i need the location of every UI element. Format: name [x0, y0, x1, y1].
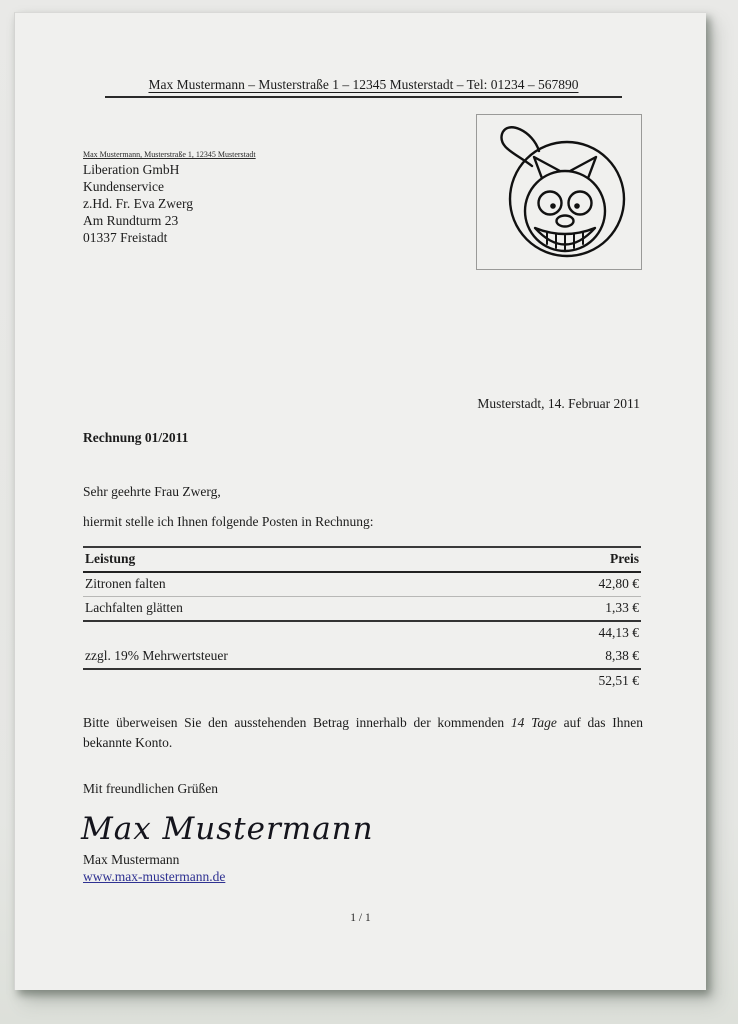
invoice-table-body	[83, 572, 641, 693]
invoice-row-price: 52,51 €	[598, 673, 639, 688]
intro-sentence: hiermit stelle ich Ihnen folgende Posten in Rechnung:	[83, 514, 374, 529]
payment-note-text-end: auf das Ihnen bekannte Konto.	[83, 715, 643, 750]
invoice-row-label: zzgl. 19% Mehrwertsteuer	[85, 648, 228, 663]
recipient-line-department: Kundenservice	[83, 179, 164, 194]
invoice-row	[83, 645, 641, 669]
subject-line: Rechnung 01/2011	[83, 430, 189, 445]
invoice-row-price: 1,33 €	[605, 600, 639, 615]
invoice-row	[83, 597, 641, 622]
cat-face-icon	[477, 115, 641, 269]
signature-printed-name: Max Mustermann	[83, 852, 180, 867]
recipient-line-city: 01337 Freistadt	[83, 230, 168, 245]
page-number: 1 / 1	[350, 912, 371, 924]
invoice-row-price: 42,80 €	[598, 576, 639, 591]
recipient-line-street: Am Rundturm 23	[83, 213, 179, 228]
salutation: Sehr geehrte Frau Zwerg,	[83, 484, 221, 499]
recipient-line-attention: z.Hd. Fr. Eva Zwerg	[83, 196, 193, 211]
invoice-row-label	[83, 621, 511, 645]
invoice-row-label: Lachfalten glätten	[85, 600, 183, 615]
payment-note-text: Bitte überweisen Sie den ausstehenden Betrag innerhalb der kommenden	[83, 715, 511, 730]
website-link[interactable]: www.max-mustermann.de	[83, 869, 226, 884]
recipient-line-company: Liberation GmbH	[83, 162, 180, 177]
invoice-header-row	[83, 547, 641, 572]
invoice-row-label: Zitronen falten	[85, 576, 166, 591]
recipient-address-block	[83, 161, 193, 246]
invoice-row	[83, 621, 641, 645]
date-line: Musterstadt, 14. Februar 2011	[477, 396, 640, 411]
invoice-row-price: 44,13 €	[598, 625, 639, 640]
column-header-leistung: Leistung	[85, 551, 136, 566]
letterhead-line: Max Mustermann – Musterstraße 1 – 12345 Musterstadt – Tel: 01234 – 567890	[105, 77, 622, 98]
invoice-table	[83, 546, 641, 693]
letter-page	[14, 12, 706, 990]
column-header-preis: Preis	[610, 551, 639, 566]
return-address-line: Max Mustermann, Musterstraße 1, 12345 Musterstadt	[83, 150, 256, 159]
payment-note	[83, 713, 643, 753]
invoice-row-price: 8,38 €	[605, 648, 639, 663]
invoice-row-label	[83, 669, 511, 693]
closing-line: Mit freundlichen Grüßen	[83, 781, 218, 796]
company-logo	[476, 114, 642, 270]
payment-note-emphasis: 14 Tage	[510, 715, 557, 730]
invoice-row	[83, 572, 641, 597]
handwritten-signature: Max Mustermann	[81, 811, 374, 847]
invoice-row	[83, 669, 641, 693]
